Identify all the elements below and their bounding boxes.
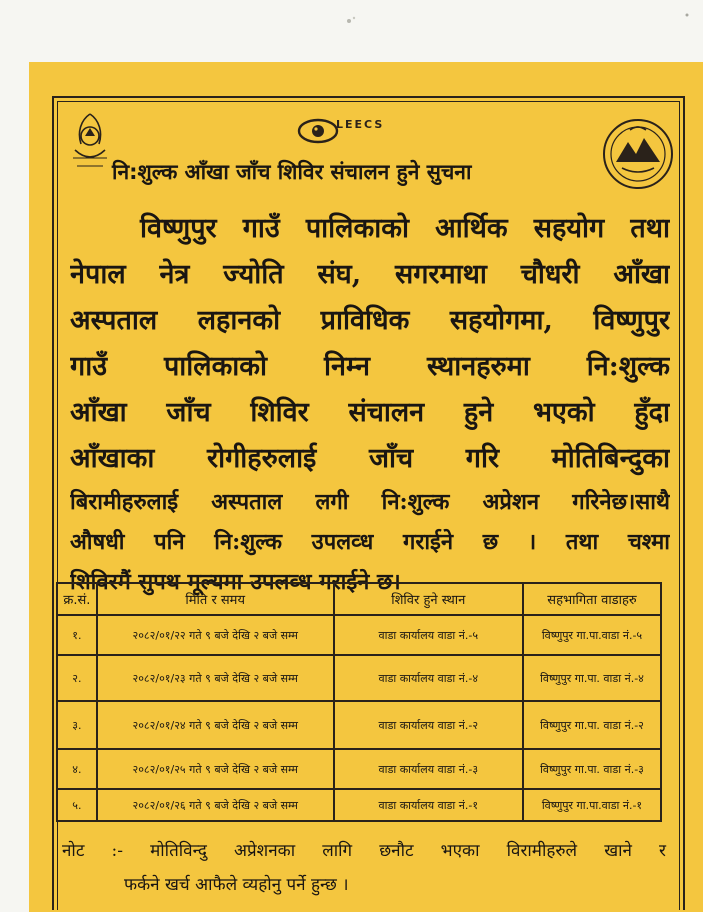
serial-cell: ३. [57,701,97,749]
scan-speck-icon [344,14,358,28]
notice-line: आँखा जाँच शिविर संचालन हुने भएको हुँदा [70,397,670,428]
leecs-logo-text: LEECS [336,118,385,131]
header-date-time: मिति र समय [97,583,334,615]
venue-cell: वाडा कार्यालय वाडा नं.-४ [334,655,523,701]
notice-body [70,206,670,602]
table-row [57,615,661,655]
serial-cell: ५. [57,789,97,821]
note-line-1: नोट :- मोतिविन्दु अप्रेशनका लागि छनौट भएका विरामीहरुले खाने र [62,841,666,861]
serial-cell: १. [57,615,97,655]
notice-line: आँखाका रोगीहरुलाई जाँच गरि मोतिबिन्दुका [70,443,670,474]
wards-cell: विष्णुपुर गा.पा.वाडा नं.-१ [523,789,661,821]
notice-line: बिरामीहरुलाई अस्पताल लगी नि:शुल्क अप्रेशन गरिनेछ।साथै [70,489,670,515]
wards-cell: विष्णुपुर गा.पा.वाडा नं.-५ [523,615,661,655]
wards-cell: विष्णुपुर गा.पा. वाडा नं.-२ [523,701,661,749]
date-time-cell: २०८२/०१/२५ गते ९ बजे देखि २ बजे सम्म [97,749,334,789]
notice-line: नेपाल नेत्र ज्योति संघ, सगरमाथा चौधरी आँखा [70,259,670,290]
notice-line: गाउँ पालिकाको निम्न स्थानहरुमा नि:शुल्क [70,351,670,382]
date-time-cell: २०८२/०१/२४ गते ९ बजे देखि २ बजे सम्म [97,701,334,749]
serial-cell: ४. [57,749,97,789]
table-row [57,701,661,749]
serial-cell: २. [57,655,97,701]
venue-cell: वाडा कार्यालय वाडा नं.-३ [334,749,523,789]
notice-line: शिविरमैं सुपथ मूल्यमा उपलव्ध गराईने छ। [70,569,401,595]
table-row [57,655,661,701]
header-wards: सहभागिता वाडाहरु [523,583,661,615]
table-row [57,789,661,821]
note-line-2: फर्कने खर्च आफैले व्यहोनु पर्ने हुन्छ । [124,875,349,895]
venue-cell: वाडा कार्यालय वाडा नं.-१ [334,789,523,821]
camp-schedule-table [56,582,662,822]
table-row [57,749,661,789]
header-serial: क्र.सं. [57,583,97,615]
date-time-cell: २०८२/०१/२६ गते ९ बजे देखि २ बजे सम्म [97,789,334,821]
notice-line: विष्णुपुर गाउँ पालिकाको आर्थिक सहयोग तथा [140,213,670,244]
municipality-emblem-icon [67,110,113,174]
header-venue: शिविर हुने स्थान [334,583,523,615]
notice-title: नि:शुल्क आँखा जाँच शिविर संचालन हुने सुचना [112,160,472,184]
scan-speck-icon [682,10,692,20]
table-header-row [57,583,661,615]
notice-line: अस्पताल लहानको प्राविधिक सहयोगमा, विष्णुपुर [70,305,670,336]
date-time-cell: २०८२/०१/२२ गते ९ बजे देखि २ बजे सम्म [97,615,334,655]
notice-line: औषधी पनि नि:शुल्क उपलव्ध गराईने छ । तथा चश्मा [70,529,670,555]
wards-cell: विष्णुपुर गा.पा. वाडा नं.-४ [523,655,661,701]
nepal-government-emblem-icon [600,116,676,192]
wards-cell: विष्णुपुर गा.पा. वाडा नं.-३ [523,749,661,789]
venue-cell: वाडा कार्यालय वाडा नं.-५ [334,615,523,655]
venue-cell: वाडा कार्यालय वाडा नं.-२ [334,701,523,749]
date-time-cell: २०८२/०१/२३ गते ९ बजे देखि २ बजे सम्म [97,655,334,701]
